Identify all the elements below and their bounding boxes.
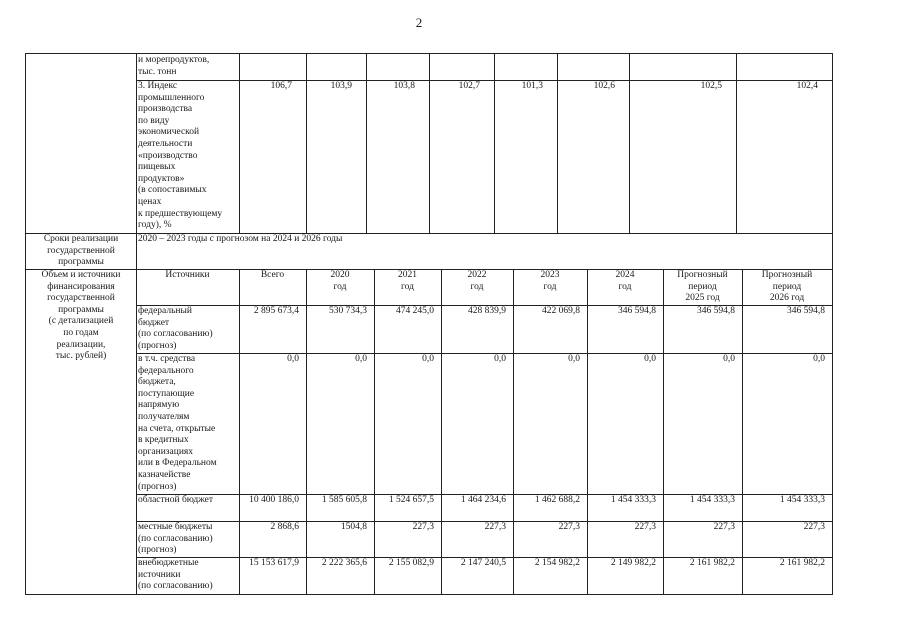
terms-value: 2020 – 2023 годы с прогнозом на 2024 и 2026 годы: [138, 234, 343, 244]
indicator-value: 102,6: [593, 81, 615, 91]
financing-value: 530 734,3: [329, 306, 367, 316]
financing-header: Источники: [165, 270, 210, 280]
indicator-value: 103,8: [393, 81, 415, 91]
financing-value: 346 594,8: [787, 306, 825, 316]
financing-value: 428 839,9: [468, 306, 506, 316]
indicator-value: [306, 54, 354, 80]
financing-header: 2020 год: [330, 270, 350, 292]
financing-value: 1 464 234,6: [460, 495, 506, 505]
financing-value: 1 585 605,8: [321, 495, 367, 505]
indicator-name: и морепродуктов, тыс. тонн: [138, 55, 210, 77]
financing-value: 15 153 617,9: [249, 558, 299, 568]
financing-value: 0,0: [422, 354, 434, 364]
indicator-value: [736, 54, 820, 80]
indicator-value: 103,9: [330, 81, 352, 91]
financing-value: 346 594,8: [618, 306, 656, 316]
indicator-value: [429, 54, 482, 80]
financing-value: 2 868,6: [270, 522, 299, 532]
passport-table: [25, 53, 833, 595]
financing-value: 0,0: [813, 354, 825, 364]
financing-value: 0,0: [355, 354, 367, 364]
financing-value: 2 222 365,6: [321, 558, 367, 568]
indicator-value: [557, 54, 617, 80]
terms-label: Сроки реализации государственной программы: [43, 234, 119, 268]
financing-value: 474 245,0: [396, 306, 434, 316]
financing-value: 0,0: [723, 354, 735, 364]
financing-value: 422 069,8: [542, 306, 580, 316]
financing-header: Прогнозный период 2026 год: [761, 270, 813, 304]
financing-value: 227,3: [803, 522, 825, 532]
financing-value: 2 155 082,9: [388, 558, 434, 568]
financing-value: 2 147 240,5: [460, 558, 506, 568]
indicator-value: 106,7: [270, 81, 292, 91]
financing-value: 2 154 982,2: [534, 558, 580, 568]
financing-value: 0,0: [568, 354, 580, 364]
financing-label: Объем и источники финансирования государственной программы (с детализацией по годам реализации, тыс. рублей): [41, 270, 121, 362]
indicator-value: 102,7: [458, 81, 480, 91]
financing-value: 2 895 673,4: [253, 306, 299, 316]
financing-value: 1 462 688,2: [534, 495, 580, 505]
financing-value: 227,3: [484, 522, 506, 532]
financing-value: 10 400 186,0: [249, 495, 299, 505]
financing-value: 1 454 333,3: [610, 495, 656, 505]
indicator-value: [629, 54, 724, 80]
financing-source: местные бюджеты (по согласованию) (прогноз): [138, 522, 213, 556]
financing-header: 2022 год: [467, 270, 487, 292]
indicator-name: 3. Индекс промышленного производства по виду экономической деятельности «производство пищевых продуктов» (в сопоставимых ценах к предшествующему году), %: [138, 81, 223, 231]
indicator-value: 102,4: [796, 81, 818, 91]
financing-header: Всего: [260, 270, 285, 280]
indicator-value: [239, 54, 294, 80]
financing-header: 2021 год: [398, 270, 417, 292]
financing-value: 2 161 982,2: [689, 558, 735, 568]
financing-value: 0,0: [287, 354, 299, 364]
financing-value: 1 454 333,3: [779, 495, 825, 505]
financing-header: Прогнозный период 2025 год: [677, 270, 728, 304]
financing-value: 0,0: [494, 354, 506, 364]
financing-value: 1 524 657,5: [388, 495, 434, 505]
financing-header: 2023 год: [540, 270, 560, 292]
financing-value: 2 161 982,2: [779, 558, 825, 568]
financing-value: 227,3: [634, 522, 656, 532]
financing-value: 2 149 982,2: [610, 558, 656, 568]
financing-value: 227,3: [558, 522, 580, 532]
financing-header: 2024 год: [615, 270, 635, 292]
financing-source: федеральный бюджет (по согласованию) (прогноз): [138, 306, 213, 351]
financing-source: в т.ч. средства федерального бюджета, поступающие напрямую получателям на счета, открытые в кредитных организациях или в Федеральном казначействе (прогноз): [138, 354, 217, 492]
financing-value: 0,0: [644, 354, 656, 364]
financing-source: областной бюджет: [138, 495, 214, 505]
financing-value: 1504,8: [340, 522, 367, 532]
financing-value: 1 454 333,3: [689, 495, 735, 505]
financing-source: внебюджетные источники (по согласованию): [138, 558, 213, 592]
financing-value: 227,3: [412, 522, 434, 532]
indicator-value: 101,3: [521, 81, 543, 91]
financing-value: 227,3: [713, 522, 735, 532]
page-number: 2: [415, 15, 423, 30]
indicator-value: 102,5: [700, 81, 722, 91]
financing-value: 346 594,8: [697, 306, 735, 316]
indicator-value: [494, 54, 545, 80]
indicator-value: [366, 54, 417, 80]
